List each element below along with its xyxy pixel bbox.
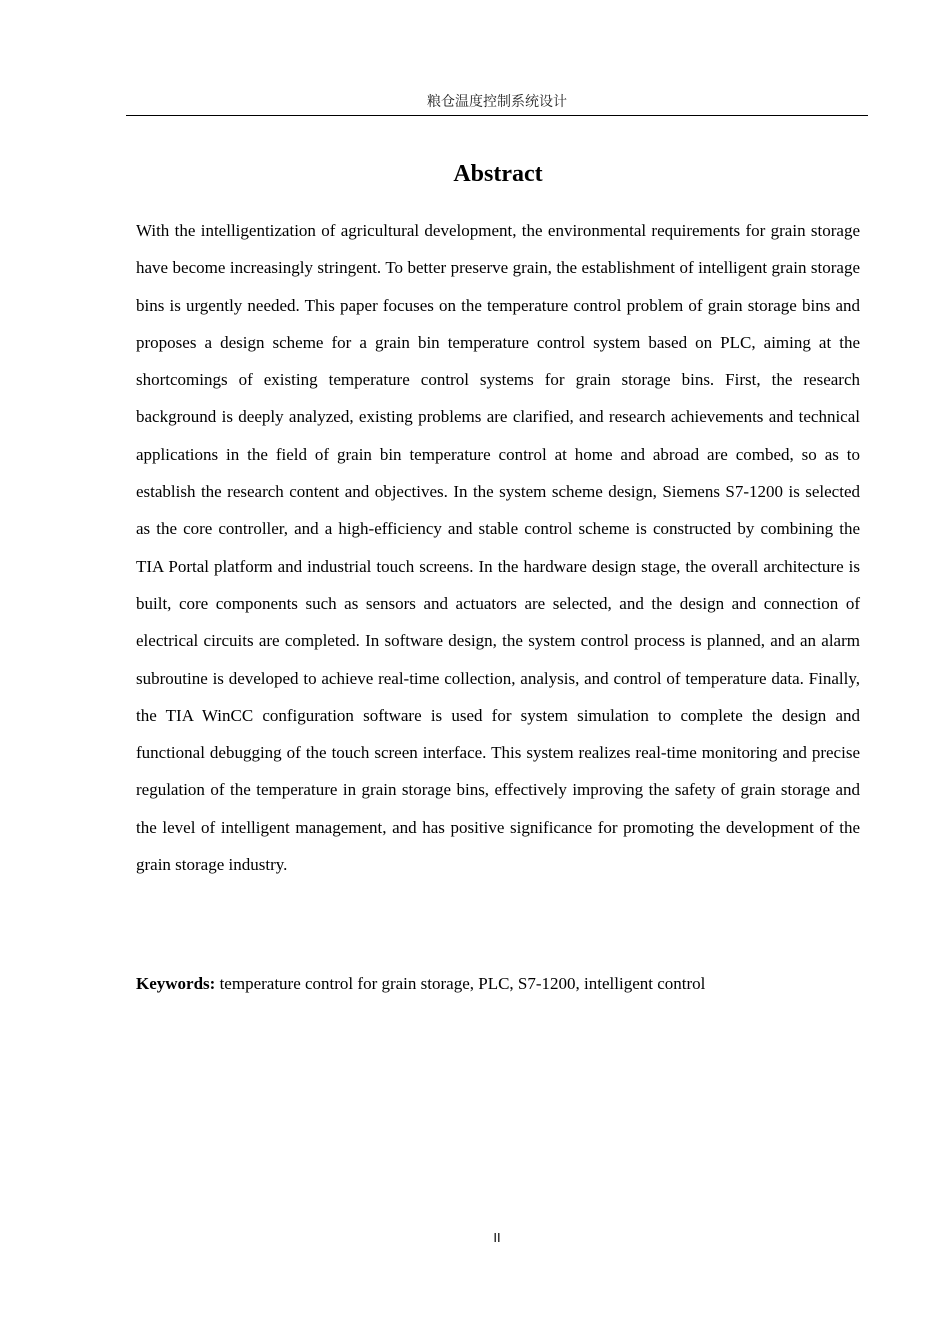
- keywords-line: [136, 970, 860, 998]
- abstract-body: With the intelligentization of agricultural development, the environmental requirements for grain storage have become increasingly stringent. To better preserve grain, the establishment of intelligent grain storage bins is urgently needed. This paper focuses on the temperature control problem of grain storage bins and proposes a design scheme for a grain bin temperature control system based on PLC, aiming at the shortcomings of existing temperature control systems for grain storage bins. First, the research background is deeply analyzed, existing problems are clarified, and research achievements and technical applications in the field of grain bin temperature control at home and abroad are combed, so as to establish the research content and objectives. In the system scheme design, Siemens S7-1200 is selected as the core controller, and a high-efficiency and stable control scheme is constructed by combining the TIA Portal platform and industrial touch screens. In the hardware design stage, the overall architecture is built, core components such as sensors and actuators are selected, and the design and connection of electrical circuits are completed. In software design, the system control process is planned, and an alarm subroutine is developed to achieve real-time collection, analysis, and control of temperature data. Finally, the TIA WinCC configuration software is used for system simulation to complete the design and functional debugging of the touch screen interface. This system realizes real-time monitoring and precise regulation of the temperature in grain storage bins, effectively improving the safety of grain storage and the level of intelligent management, and has positive significance for promoting the development of the grain storage industry.: [136, 221, 860, 875]
- header-divider: [126, 115, 868, 116]
- page-number: II: [493, 1230, 501, 1245]
- keywords-text: temperature control for grain storage, PLC, S7-1200, intelligent control: [215, 974, 706, 993]
- running-header: 粮仓温度控制系统设计: [427, 94, 567, 110]
- abstract-title: Abstract: [453, 161, 543, 187]
- keywords-label: Keywords:: [136, 974, 216, 993]
